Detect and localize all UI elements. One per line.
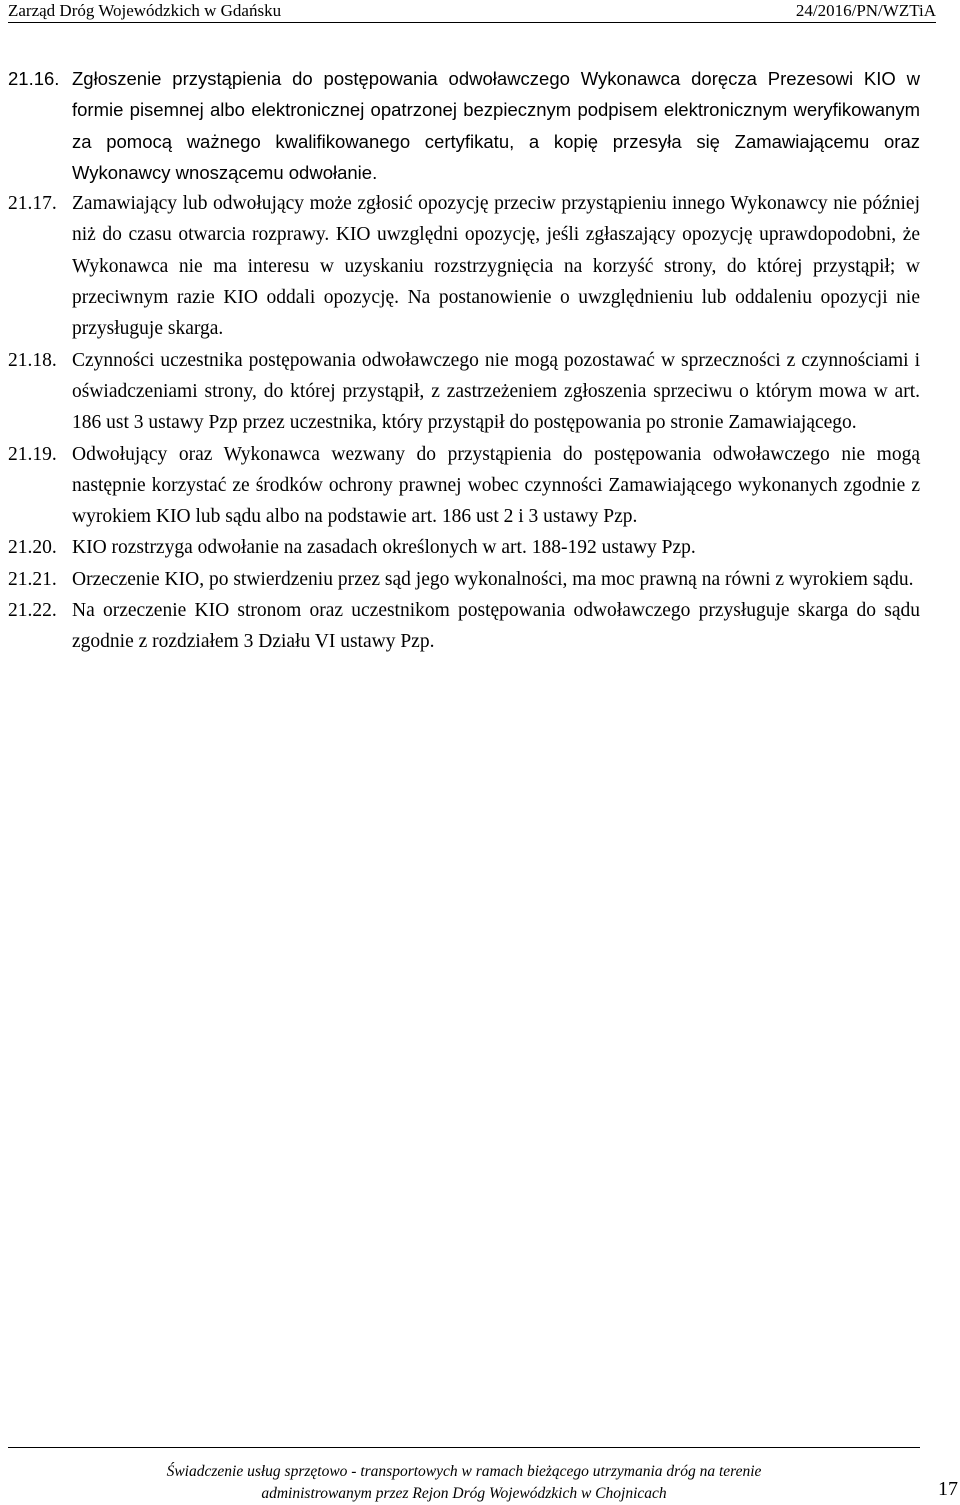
item-text: Odwołujący oraz Wykonawca wezwany do przystąpienia do postępowania odwoławczego nie mogą następnie korzystać ze środków ochrony prawnej wobec czynności Zamawiającego wykonanych zgodnie z wyrokiem KIO lub sądu albo na podstawie art. 186 ust 2 i 3 ustawy Pzp.: [72, 443, 920, 528]
footer-line-1: Świadczenie usług sprzętowo - transportowych w ramach bieżącego utrzymania dróg na terenie: [166, 1463, 762, 1480]
item-number: 21.16.: [8, 68, 60, 89]
item-text: Czynności uczestnika postępowania odwoławczego nie mogą pozostawać w sprzeczności z czynnościami i oświadczeniami strony, do której przystąpił, z zastrzeżeniem zgłoszenia sprzeciwu o którym mowa w art. 186 ust 3 ustawy Pzp przez uczestnika, który przystąpił do postępowania po stronie Zamawiającego.: [72, 349, 920, 434]
footer-line-2: administrowanym przez Rejon Dróg Wojewódzkich w Chojnicach: [261, 1485, 667, 1502]
item-text: Zgłoszenie przystąpienia do postępowania odwoławczego Wykonawca doręcza Prezesowi KIO w formie pisemnej albo elektronicznej opatrzonej bezpiecznym podpisem elektronicznym weryfikowanym za pomocą ważnego kwalifikowanego certyfikatu, a kopię przesyła się Zamawiającemu oraz Wykonawcy wnoszącemu odwołanie.: [72, 68, 920, 183]
page-footer: [8, 1461, 920, 1505]
page-number: 17: [938, 1478, 958, 1500]
item-text: Orzeczenie KIO, po stwierdzeniu przez sąd jego wykonalności, ma moc prawną na równi z wyrokiem sądu.: [72, 568, 914, 590]
item-text: Zamawiający lub odwołujący może zgłosić opozycję przeciw przystąpieniu innego Wykonawcy nie później niż do czasu otwarcia rozprawy. KIO uwzględni opozycję, jeśli zgłaszający opozycję uprawdopodobni, że Wykonawca nie ma interesu w uzyskaniu rozstrzygnięcia na korzyść strony, do której przystąpił; w przeciwnym razie KIO oddali opozycję. Na postanowienie o uwzględnieniu lub oddaleniu opozycji nie przysługuje skarga.: [72, 193, 920, 340]
item-number: 21.21.: [8, 568, 57, 590]
list-item-21-17: [8, 188, 920, 344]
list-item-21-20: [8, 532, 920, 563]
item-number: 21.19.: [8, 443, 57, 465]
list-item-21-16: [8, 63, 920, 188]
header-reference-number: 24/2016/PN/WZTiA: [795, 1, 936, 20]
item-number: 21.17.: [8, 193, 57, 215]
list-item-21-21: [8, 564, 920, 595]
page-header: [8, 0, 936, 23]
footer-divider: [8, 1447, 920, 1448]
list-item-21-19: [8, 439, 920, 533]
document-body: [8, 63, 920, 658]
list-item-21-18: [8, 345, 920, 439]
item-number: 21.22.: [8, 600, 57, 622]
item-text: Na orzeczenie KIO stronom oraz uczestnikom postępowania odwoławczego przysługuje skarga do sądu zgodnie z rozdziałem 3 Działu VI ustawy Pzp.: [72, 600, 920, 653]
item-number: 21.20.: [8, 537, 57, 559]
item-number: 21.18.: [8, 349, 57, 371]
list-item-21-22: [8, 595, 920, 658]
item-text: KIO rozstrzyga odwołanie na zasadach określonych w art. 188-192 ustawy Pzp.: [72, 537, 696, 559]
header-organization: Zarząd Dróg Wojewódzkich w Gdańsku: [8, 1, 282, 20]
